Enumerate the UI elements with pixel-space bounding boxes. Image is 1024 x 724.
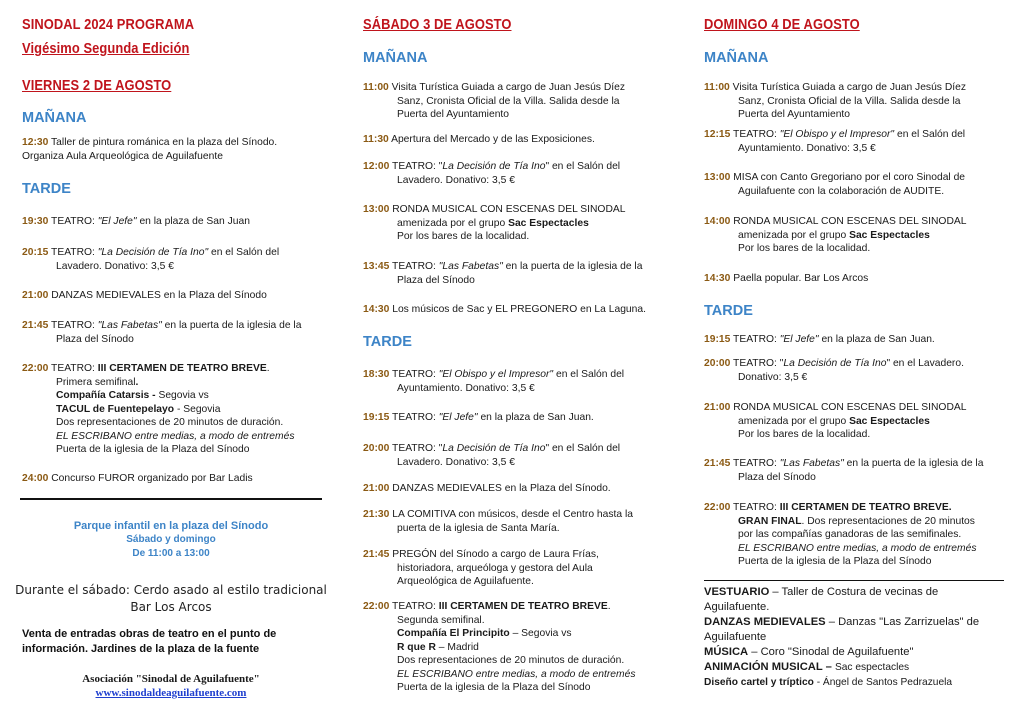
event-sat-2145: 21:45 PREGÓN del Sínodo a cargo de Laura Frías, historiadora, arqueóloga y gestora del Aula Arqueológica de Aguilafuente. [363, 549, 599, 587]
event-sun-2000: 20:00 TEATRO: "La Decisión de Tía Ino" en el Lavadero. Donativo: 3,5 € [704, 358, 964, 383]
event-sat-2100: 21:00 DANZAS MEDIEVALES en la Plaza del Sínodo. [363, 483, 611, 494]
event-sun-1400: 14:00 RONDA MUSICAL CON ESCENAS DEL SINODAL amenizada por el grupo Sac Espectacles Por los bares de la localidad. [704, 216, 967, 254]
event-sun-1915: 19:15 TEATRO: "El Jefe" en la plaza de San Juan. [704, 334, 935, 345]
event-fri-2015: 20:15 TEATRO: "La Decisión de Tía Ino" en el Salón del Lavadero. Donativo: 3,5 € [22, 247, 280, 272]
event-sat-1830: 18:30 TEATRO: "El Obispo y el Impresor" en el Salón del Ayuntamiento. Donativo: 3,5 € [363, 369, 625, 394]
event-sat-2000: 20:00 TEATRO: "La Decisión de Tía Ino" en el Salón del Lavadero. Donativo: 3,5 € [363, 443, 621, 468]
program-subtitle: Vigésimo Segunda Edición [22, 40, 190, 57]
venta-entradas-note: Venta de entradas obras de teatro en el punto de información. Jardines de la plaza de la fuente [22, 628, 277, 655]
association-footer [20, 672, 322, 700]
credit-vestuario: VESTUARIO – Taller de Costura de vecinas de [704, 586, 939, 598]
event-sun-1100: 11:00 Visita Turística Guiada a cargo de Juan Jesús Díez Sanz, Cronista Oficial de la Villa. Salida desde la Puerta del Ayuntamiento [704, 82, 966, 120]
divider-col3 [704, 580, 1004, 581]
event-fri-2400: 24:00 Concurso FUROR organizado por Bar Ladis [22, 473, 253, 484]
event-sun-2200: 22:00 TEATRO: III CERTAMEN DE TEATRO BREVE. GRAN FINAL. Dos representaciones de 20 minutos por las compañías ganadoras de las semifinales. EL ESCRIBANO entre medias, a modo de entremés Puerta de la iglesia de la Plaza del Sínodo [704, 502, 977, 567]
event-sat-1130: 11:30 Apertura del Mercado y de las Exposiciones. [363, 134, 595, 145]
program-title: SINODAL 2024 PROGRAMA [22, 16, 195, 33]
day-heading-friday: VIERNES 2 DE AGOSTO [22, 77, 172, 94]
section-tarde-saturday: TARDE [363, 334, 412, 350]
event-sun-1300: 13:00 MISA con Canto Gregoriano por el coro Sinodal de Aguilafuente con la colaboración de AUDITE. [704, 172, 966, 197]
event-fri-1930: 19:30 TEATRO: "El Jefe" en la plaza de San Juan [22, 216, 250, 227]
section-tarde-friday: TARDE [22, 181, 71, 197]
section-manana-saturday: MAÑANA [363, 50, 428, 66]
credit-diseno: Diseño cartel y tríptico - Ángel de Santos Pedrazuela [704, 677, 953, 688]
event-fri-2200: 22:00 TEATRO: III CERTAMEN DE TEATRO BREVE. Primera semifinal. Compañía Catarsis - Segovia vs TACUL de Fuentepelayo - Segovia Dos representaciones de 20 minutos de duración. EL ESCRIBANO entre medias, a modo de entremés Puerta de la iglesia de la Plaza del Sínodo [22, 363, 295, 455]
credits-block: VESTUARIO – Taller de Costura de vecinas de Aguilafuente. DANZAS MEDIEVALES – Danzas "Las Zarrizuelas" de Aguilafuente MÚSICA – Coro "Sinodal de Aguilafuente" ANIMACIÓN MUSICAL – Sac espectacles Diseño cartel y tríptico - Ángel de Santos Pedrazuela [704, 585, 1014, 690]
event-fri-2145: 21:45 TEATRO: "Las Fabetas" en la puerta de la iglesia de la Plaza del Sínodo [22, 320, 302, 345]
event-sat-1345: 13:45 TEATRO: "Las Fabetas" en la puerta de la iglesia de la Plaza del Sínodo [363, 261, 643, 286]
credit-danzas: DANZAS MEDIEVALES – Danzas "Las Zarrizuelas" de [704, 616, 980, 628]
event-sat-2200: 22:00 TEATRO: III CERTAMEN DE TEATRO BREVE. Segunda semifinal. Compañía El Principito – Segovia vs R que R – Madrid Dos representaciones de 20 minutos de duración. EL ESCRIBANO entre medias, a modo de entremés Puerta de la iglesia de la Plaza del Sínodo [363, 601, 636, 693]
parque-infantil-box [20, 519, 322, 561]
event-fri-2100: 21:00 DANZAS MEDIEVALES en la Plaza del Sínodo [22, 290, 267, 301]
event-sat-1200: 12:00 TEATRO: "La Decisión de Tía Ino" en el Salón del Lavadero. Donativo: 3,5 € [363, 161, 621, 186]
event-sat-1915: 19:15 TEATRO: "El Jefe" en la plaza de San Juan. [363, 412, 594, 423]
event-sun-1430: 14:30 Paella popular. Bar Los Arcos [704, 273, 869, 284]
day-heading-sunday: DOMINGO 4 DE AGOSTO [704, 16, 860, 33]
divider-col1 [20, 498, 322, 500]
cerdo-asado-note: Durante el sábado: Cerdo asado al estilo tradicional Bar Los Arcos [15, 583, 327, 614]
event-sat-2130: 21:30 LA COMITIVA con músicos, desde el Centro hasta la puerta de la iglesia de Santa María. [363, 509, 633, 534]
section-manana-friday: MAÑANA [22, 110, 87, 126]
event-sat-1300: 13:00 RONDA MUSICAL CON ESCENAS DEL SINODAL amenizada por el grupo Sac Espectacles Por los bares de la localidad. [363, 204, 626, 242]
association-website-link[interactable]: www.sinodaldeaguilafuente.com [95, 687, 247, 699]
event-sun-2145: 21:45 TEATRO: "Las Fabetas" en la puerta de la iglesia de la Plaza del Sínodo [704, 458, 984, 483]
event-sat-1430: 14:30 Los músicos de Sac y EL PREGONERO en La Laguna. [363, 304, 646, 315]
parque-hours: De 11:00 a 13:00 [132, 548, 210, 559]
event-fri-1230: 12:30 Taller de pintura románica en la plaza del Sínodo. Organiza Aula Arqueológica de Aguilafuente [22, 137, 278, 162]
credit-musica: MÚSICA – Coro "Sinodal de Aguilafuente" [704, 646, 914, 658]
day-heading-saturday: SÁBADO 3 DE AGOSTO [363, 16, 512, 33]
section-manana-sunday: MAÑANA [704, 50, 769, 66]
event-sun-1215: 12:15 TEATRO: "El Obispo y el Impresor" en el Salón del Ayuntamiento. Donativo: 3,5 € [704, 129, 966, 154]
event-sun-2100: 21:00 RONDA MUSICAL CON ESCENAS DEL SINODAL amenizada por el grupo Sac Espectacles Por los bares de la localidad. [704, 402, 967, 440]
credit-animacion: ANIMACIÓN MUSICAL – Sac espectacles [704, 661, 910, 673]
parque-days: Sábado y domingo [126, 534, 216, 545]
association-name: Asociación "Sinodal de Aguilafuente" [82, 673, 260, 685]
section-tarde-sunday: TARDE [704, 303, 753, 319]
event-sat-1100: 11:00 Visita Turística Guiada a cargo de Juan Jesús Díez Sanz, Cronista Oficial de la Villa. Salida desde la Puerta del Ayuntamiento [363, 82, 625, 120]
parque-title: Parque infantil en la plaza del Sínodo [73, 520, 269, 532]
